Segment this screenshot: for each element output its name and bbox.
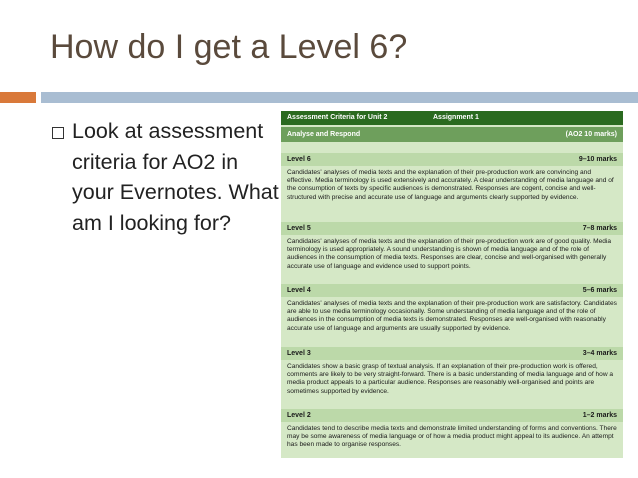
rubric-subheader (281, 127, 623, 142)
level-header (281, 284, 623, 297)
level-5-block (281, 222, 623, 280)
rubric-header (281, 111, 623, 125)
level-description: Candidates' analyses of media texts and the explanation of their pre-production work are of good quality. Media terminology is used appropriately. A sound understanding is shown of media language and of the role of audiences in the consumption of media texts. Responses are clear, concise and well-organised with generally accurate use of language and evidence used to support points. (287, 238, 612, 270)
level-label: Level 2 (287, 412, 311, 419)
level-header (281, 409, 623, 422)
rubric-assignment: Assignment 1 (433, 114, 479, 121)
level-label: Level 3 (287, 350, 311, 357)
slide-title: How do I get a Level 6? (50, 28, 408, 66)
level-description: Candidates show a basic grasp of textual analysis. If an explanation of their pre-production work is offered, comments are likely to be very straight-forward. There is a basic understanding of media language and of how a media product appeals to a particular audience. Responses are reasonably well-organised and points are sometimes supported by evidence. (287, 363, 614, 395)
level-label: Level 6 (287, 156, 311, 163)
level-label: Level 4 (287, 287, 311, 294)
rubric-ao: (AO2 10 marks) (565, 131, 617, 138)
accent-bar-blue (41, 92, 638, 103)
bullet-text: Look at assessment criteria for AO2 in your Evernotes. What am I looking for? (72, 119, 279, 235)
level-marks: 5–6 marks (582, 287, 617, 294)
level-marks: 1–2 marks (582, 412, 617, 419)
level-header (281, 153, 623, 166)
rubric-title: Assessment Criteria for Unit 2 (287, 114, 388, 121)
level-header (281, 222, 623, 235)
level-marks: 7–8 marks (582, 225, 617, 232)
assessment-criteria-image (281, 111, 623, 458)
level-6-block (281, 153, 623, 219)
bullet-square-icon (52, 127, 64, 139)
level-description: Candidates' analyses of media texts and the explanation of their pre-production work are convincing and effective. Media terminology is used extensively and accurately. A clear understanding of media language and of the consumption of texts by specific audiences is demonstrated. Responses are cogent, concise and well-structured with precise and accurate use of language and arguments clearly supported by evidence. (287, 169, 614, 201)
level-header (281, 347, 623, 360)
level-label: Level 5 (287, 225, 311, 232)
level-description: Candidates tend to describe media texts and demonstrate limited understanding of forms and conventions. There may be some awareness of media language or of how a media product might appeal to its audience. An attempt has been made to organise responses. (287, 425, 617, 449)
level-marks: 3–4 marks (582, 350, 617, 357)
accent-bar-orange (0, 92, 36, 103)
level-3-block (281, 347, 623, 405)
level-2-block (281, 409, 623, 458)
level-marks: 9–10 marks (578, 156, 617, 163)
level-4-block (281, 284, 623, 344)
rubric-section: Analyse and Respond (287, 131, 361, 138)
level-description: Candidates' analyses of media texts and the explanation of their pre-production work are satisfactory. Candidates are able to use media terminology occasionally. Some understanding of media language and of the role of audiences in the consumption of media texts is demonstrated. Responses are well-organised with reasonably accurate use of language and arguments are usually supported by evidence. (287, 300, 617, 332)
